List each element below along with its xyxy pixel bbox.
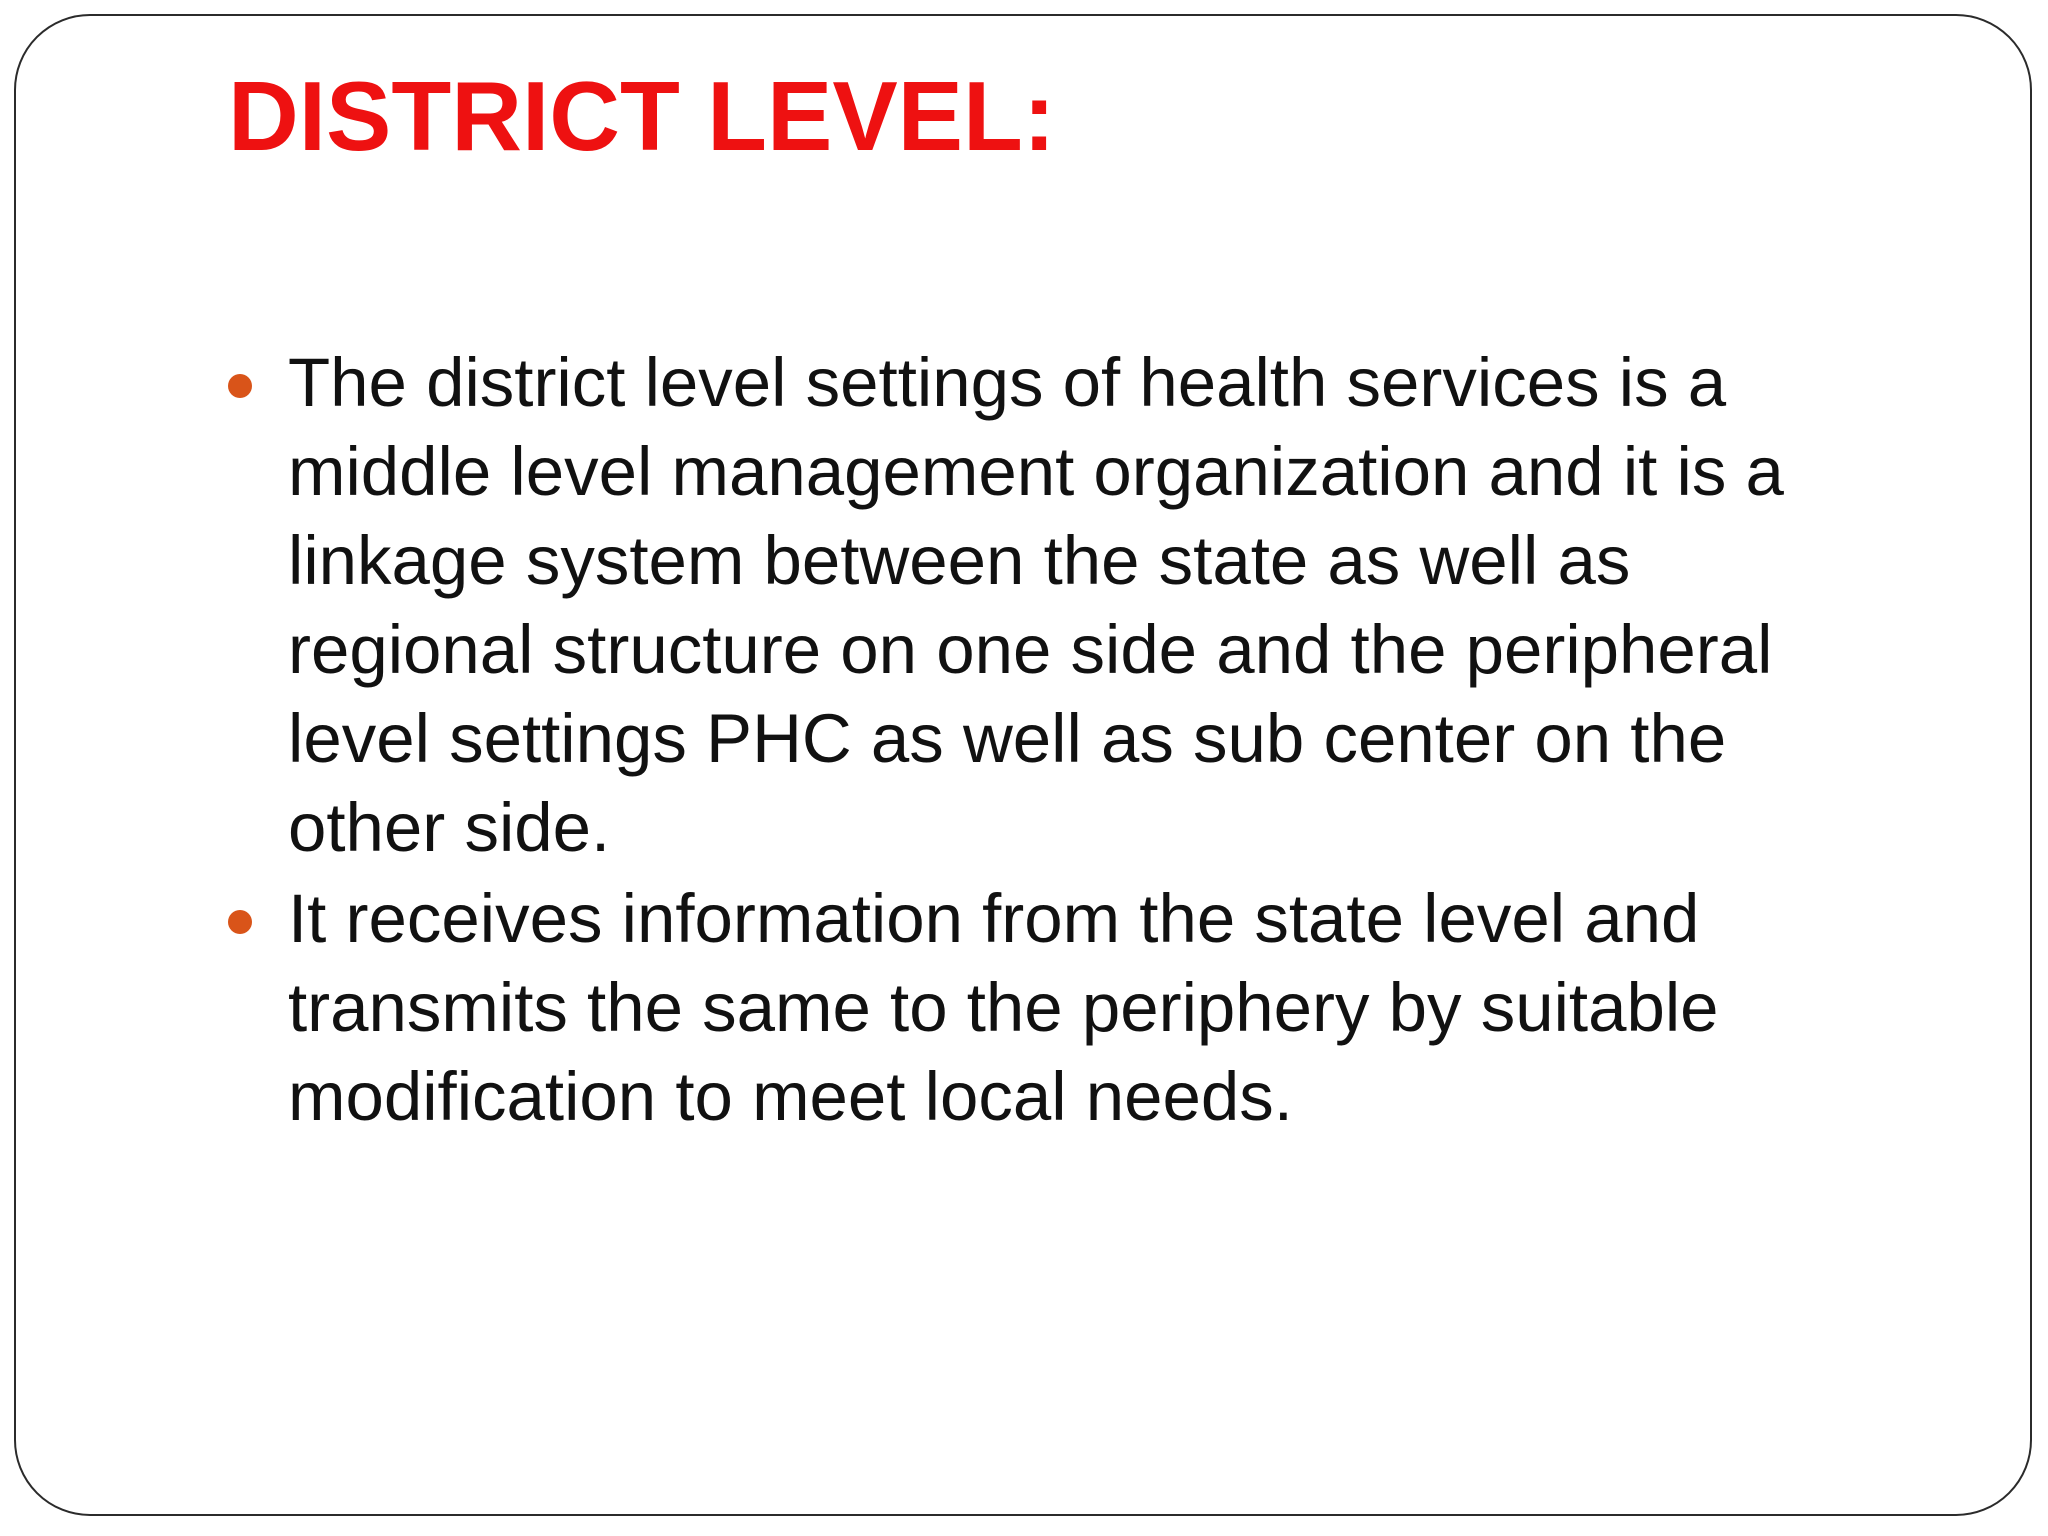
bullet-line: other side.	[288, 789, 611, 866]
bullet-line: level settings PHC as well as sub center on the	[288, 700, 1727, 777]
bullet-line: middle level management organization and it is a	[288, 433, 1784, 510]
bullet-line: modification to meet local needs.	[288, 1058, 1293, 1135]
bullet-list	[228, 338, 1908, 1141]
bullet-dot-icon	[228, 910, 252, 934]
bullet-dot-icon	[228, 374, 252, 398]
bullet-line: The district level settings of health services is a	[288, 344, 1727, 421]
bullet-line: regional structure on one side and the peripheral	[288, 611, 1773, 688]
bullet-item	[228, 338, 1908, 872]
bullet-line: transmits the same to the periphery by suitable	[288, 969, 1719, 1046]
bullet-line: linkage system between the state as well as	[288, 522, 1631, 599]
slide-title: DISTRICT LEVEL:	[228, 61, 1056, 171]
bullet-line: It receives information from the state level and	[288, 880, 1700, 957]
bullet-item	[228, 874, 1908, 1141]
